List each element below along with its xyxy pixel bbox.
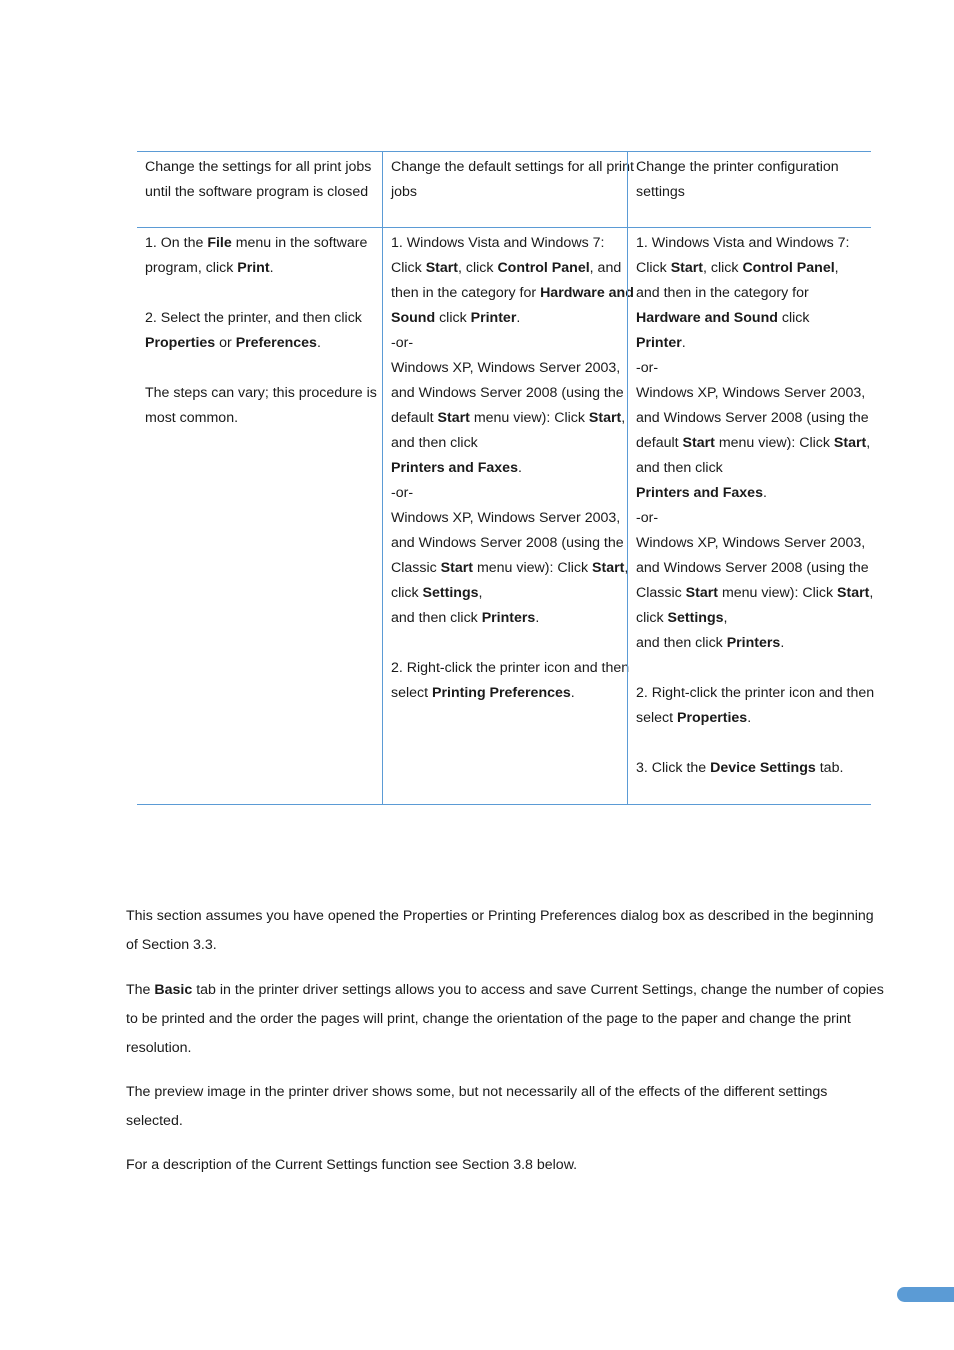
text-line bbox=[145, 381, 377, 406]
text-run: click bbox=[636, 610, 668, 626]
header-cell-default-settings bbox=[382, 152, 634, 227]
text-line bbox=[391, 381, 624, 406]
printer-settings-table bbox=[137, 151, 875, 805]
text-run: . bbox=[516, 310, 521, 326]
paragraph-preview-image bbox=[126, 1078, 846, 1136]
text-run: selected. bbox=[126, 1113, 183, 1129]
text-line bbox=[126, 1151, 846, 1180]
bold-term: Start bbox=[837, 585, 870, 601]
bold-term: Printers bbox=[726, 635, 781, 651]
text-line bbox=[391, 306, 619, 331]
text-line bbox=[145, 256, 374, 281]
text-run: tab. bbox=[815, 760, 844, 776]
text-line bbox=[145, 406, 374, 431]
text-run: This section assumes you have opened the Properties or Printing Preferences dialog box as described in the beginning bbox=[126, 908, 874, 924]
paragraph-section-assumption bbox=[126, 902, 874, 960]
text-run: , click bbox=[458, 260, 498, 276]
header-cell-printer-configuration bbox=[627, 152, 871, 227]
text-run: menu in the software bbox=[231, 235, 368, 251]
text-run: Windows XP, Windows Server 2003, bbox=[636, 535, 866, 551]
text-run: then in the category for bbox=[391, 285, 541, 301]
text-run: 1. Windows Vista and Windows 7: bbox=[391, 235, 605, 251]
header-cell-print-jobs bbox=[137, 152, 382, 227]
text-run: and then click bbox=[391, 435, 478, 451]
text-run: and then click bbox=[636, 635, 727, 651]
text-line bbox=[391, 406, 626, 431]
bold-term: Properties bbox=[145, 335, 216, 351]
text-run: . bbox=[681, 335, 686, 351]
text-run: Click bbox=[391, 260, 426, 276]
text-run: . bbox=[535, 610, 540, 626]
text-run: and then click bbox=[391, 610, 482, 626]
text-line bbox=[126, 976, 884, 1005]
bold-term: Start bbox=[425, 260, 459, 276]
text-run: . bbox=[762, 485, 767, 501]
text-line bbox=[391, 681, 619, 706]
bold-term: Start bbox=[437, 410, 470, 426]
text-line bbox=[391, 581, 619, 606]
text-line bbox=[636, 231, 863, 256]
bold-term: Start bbox=[440, 560, 473, 576]
text-run: Windows XP, Windows Server 2003, bbox=[391, 360, 621, 376]
text-run: Windows XP, Windows Server 2003, bbox=[391, 510, 621, 526]
header-line: settings bbox=[636, 184, 685, 200]
text-run: . bbox=[747, 710, 752, 726]
bold-term: Printers and Faxes bbox=[391, 460, 518, 476]
text-line bbox=[145, 281, 374, 306]
header-line: Change the printer configuration bbox=[636, 159, 839, 175]
text-line bbox=[126, 902, 874, 931]
text-run: program, click bbox=[145, 260, 238, 276]
text-run: The preview image in the printer driver shows some, but not necessarily all of the effects of the different settings bbox=[126, 1084, 828, 1100]
text-run: of Section 3.3. bbox=[126, 937, 217, 953]
text-line bbox=[636, 406, 869, 431]
bold-term: Hardware and Sound bbox=[636, 310, 778, 326]
paragraph-current-settings bbox=[126, 1151, 846, 1180]
header-line: Change the settings for all print jobs bbox=[145, 159, 372, 175]
text-run: 2. Right-click the printer icon and then bbox=[391, 660, 630, 676]
text-run: 1. Windows Vista and Windows 7: bbox=[636, 235, 850, 251]
text-run: most common. bbox=[145, 410, 239, 426]
body-cell-default-steps bbox=[382, 228, 634, 804]
text-run: and Windows Server 2008 (using the bbox=[391, 535, 624, 551]
text-run: Click bbox=[636, 260, 671, 276]
bold-term: Start bbox=[670, 260, 704, 276]
text-run: 2. Select the printer, and then click bbox=[145, 310, 362, 326]
text-line bbox=[636, 431, 871, 456]
bold-term: Start bbox=[592, 560, 625, 576]
bold-term: Device Settings bbox=[710, 760, 816, 776]
text-run: 2. Right-click the printer icon and then bbox=[636, 685, 875, 701]
text-run: -or- bbox=[391, 335, 414, 351]
text-run: , bbox=[723, 610, 728, 626]
text-run: select bbox=[636, 710, 678, 726]
text-line bbox=[126, 931, 846, 960]
bold-term: Control Panel bbox=[742, 260, 835, 276]
text-run: resolution. bbox=[126, 1040, 192, 1056]
bold-term: Printer bbox=[470, 310, 517, 326]
page-tab-marker bbox=[897, 1287, 954, 1302]
text-run: menu view): Click bbox=[714, 435, 834, 451]
bold-term: Properties bbox=[677, 710, 748, 726]
bold-term: Control Panel bbox=[497, 260, 590, 276]
text-line bbox=[391, 481, 619, 506]
header-line: jobs bbox=[391, 184, 418, 200]
text-run: , click bbox=[703, 260, 743, 276]
text-run: and then in the category for bbox=[636, 285, 809, 301]
text-line bbox=[145, 231, 374, 256]
bold-term: Printers and Faxes bbox=[636, 485, 763, 501]
text-run: menu view): Click bbox=[718, 585, 838, 601]
text-line bbox=[126, 1005, 851, 1034]
body-cell-configuration-steps bbox=[627, 228, 875, 804]
text-run: The steps can vary; this procedure is bbox=[145, 385, 377, 401]
text-line bbox=[391, 556, 629, 581]
text-line bbox=[391, 631, 619, 656]
text-line bbox=[636, 756, 863, 781]
text-run: The bbox=[126, 982, 155, 998]
text-run: menu view): Click bbox=[469, 410, 589, 426]
text-line bbox=[636, 606, 863, 631]
text-run: click bbox=[435, 310, 471, 326]
text-line bbox=[126, 1078, 846, 1107]
table-body-row bbox=[137, 228, 875, 804]
bold-term: Start bbox=[588, 410, 622, 426]
text-run: to be printed and the order the pages will print, change the orientation of the page to the paper and change the print bbox=[126, 1011, 851, 1027]
text-run: default bbox=[636, 435, 683, 451]
text-run: 3. Click the bbox=[636, 760, 711, 776]
table-header-row bbox=[137, 152, 871, 228]
text-run: -or- bbox=[636, 510, 659, 526]
text-line bbox=[391, 281, 634, 306]
text-line bbox=[145, 356, 374, 381]
text-line bbox=[636, 481, 863, 506]
bold-term: Basic bbox=[154, 982, 193, 998]
bold-term: Start bbox=[682, 435, 715, 451]
text-run: , bbox=[478, 585, 483, 601]
bold-term: Printer bbox=[636, 335, 682, 351]
text-run: and Windows Server 2008 (using the bbox=[391, 385, 624, 401]
text-line bbox=[636, 381, 866, 406]
text-line bbox=[145, 331, 374, 356]
text-line bbox=[636, 506, 863, 531]
text-line bbox=[391, 356, 619, 381]
text-line bbox=[636, 706, 863, 731]
text-line bbox=[126, 1034, 846, 1063]
text-run: , bbox=[866, 435, 871, 451]
bold-term: File bbox=[207, 235, 232, 251]
text-line bbox=[636, 356, 863, 381]
text-line bbox=[636, 456, 863, 481]
text-run: click bbox=[777, 310, 810, 326]
bold-term: Start bbox=[685, 585, 718, 601]
text-line bbox=[636, 306, 863, 331]
text-line bbox=[636, 656, 863, 681]
text-run: , bbox=[621, 410, 626, 426]
text-line bbox=[391, 506, 619, 531]
paragraph-basic-tab bbox=[126, 976, 884, 1063]
text-line bbox=[145, 306, 374, 331]
text-line bbox=[636, 531, 866, 556]
text-line bbox=[636, 256, 863, 281]
text-run: , bbox=[624, 560, 629, 576]
text-line bbox=[126, 1107, 846, 1136]
text-line bbox=[636, 331, 863, 356]
bold-term: Settings bbox=[422, 585, 479, 601]
text-run: -or- bbox=[391, 485, 414, 501]
text-run: and then click bbox=[636, 460, 723, 476]
text-line bbox=[636, 556, 869, 581]
bold-term: Settings bbox=[667, 610, 724, 626]
text-run: -or- bbox=[636, 360, 659, 376]
text-run: click bbox=[391, 585, 423, 601]
text-run: and Windows Server 2008 (using the bbox=[636, 560, 869, 576]
text-run: , bbox=[834, 260, 839, 276]
bold-term: Preferences bbox=[235, 335, 317, 351]
text-line bbox=[636, 631, 863, 656]
bold-term: Sound bbox=[391, 310, 436, 326]
text-run: and Windows Server 2008 (using the bbox=[636, 410, 869, 426]
body-cell-software-steps bbox=[137, 228, 382, 804]
text-run: For a description of the Current Settings function see Section 3.8 below. bbox=[126, 1157, 578, 1173]
text-run: . bbox=[269, 260, 274, 276]
text-run: default bbox=[391, 410, 438, 426]
text-run: , bbox=[869, 585, 874, 601]
text-run: 1. On the bbox=[145, 235, 208, 251]
text-run: . bbox=[316, 335, 321, 351]
text-line bbox=[636, 731, 863, 756]
text-line bbox=[636, 281, 863, 306]
bold-term: Start bbox=[833, 435, 867, 451]
text-run: Classic bbox=[391, 560, 441, 576]
text-run: Windows XP, Windows Server 2003, bbox=[636, 385, 866, 401]
text-line bbox=[391, 331, 619, 356]
bold-term: Print bbox=[237, 260, 270, 276]
text-run: tab in the printer driver settings allows you to access and save Current Settings, change the number of copies bbox=[192, 982, 884, 998]
header-line: until the software program is closed bbox=[145, 184, 369, 200]
bold-term: Hardware and bbox=[540, 285, 634, 301]
text-line bbox=[391, 656, 630, 681]
header-line: Change the default settings for all print bbox=[391, 159, 634, 175]
text-line bbox=[636, 681, 875, 706]
text-run: . bbox=[570, 685, 575, 701]
text-line bbox=[391, 606, 619, 631]
text-line bbox=[391, 231, 619, 256]
text-run: or bbox=[215, 335, 236, 351]
text-run: menu view): Click bbox=[473, 560, 593, 576]
text-line bbox=[391, 531, 624, 556]
text-run: . bbox=[780, 635, 785, 651]
bold-term: Printing Preferences bbox=[432, 685, 571, 701]
text-line bbox=[391, 431, 619, 456]
text-run: Classic bbox=[636, 585, 686, 601]
text-line bbox=[636, 581, 874, 606]
text-run: select bbox=[391, 685, 433, 701]
text-line bbox=[391, 256, 622, 281]
text-line bbox=[391, 456, 619, 481]
bold-term: Printers bbox=[481, 610, 536, 626]
text-run: , and bbox=[589, 260, 622, 276]
text-run: . bbox=[517, 460, 522, 476]
